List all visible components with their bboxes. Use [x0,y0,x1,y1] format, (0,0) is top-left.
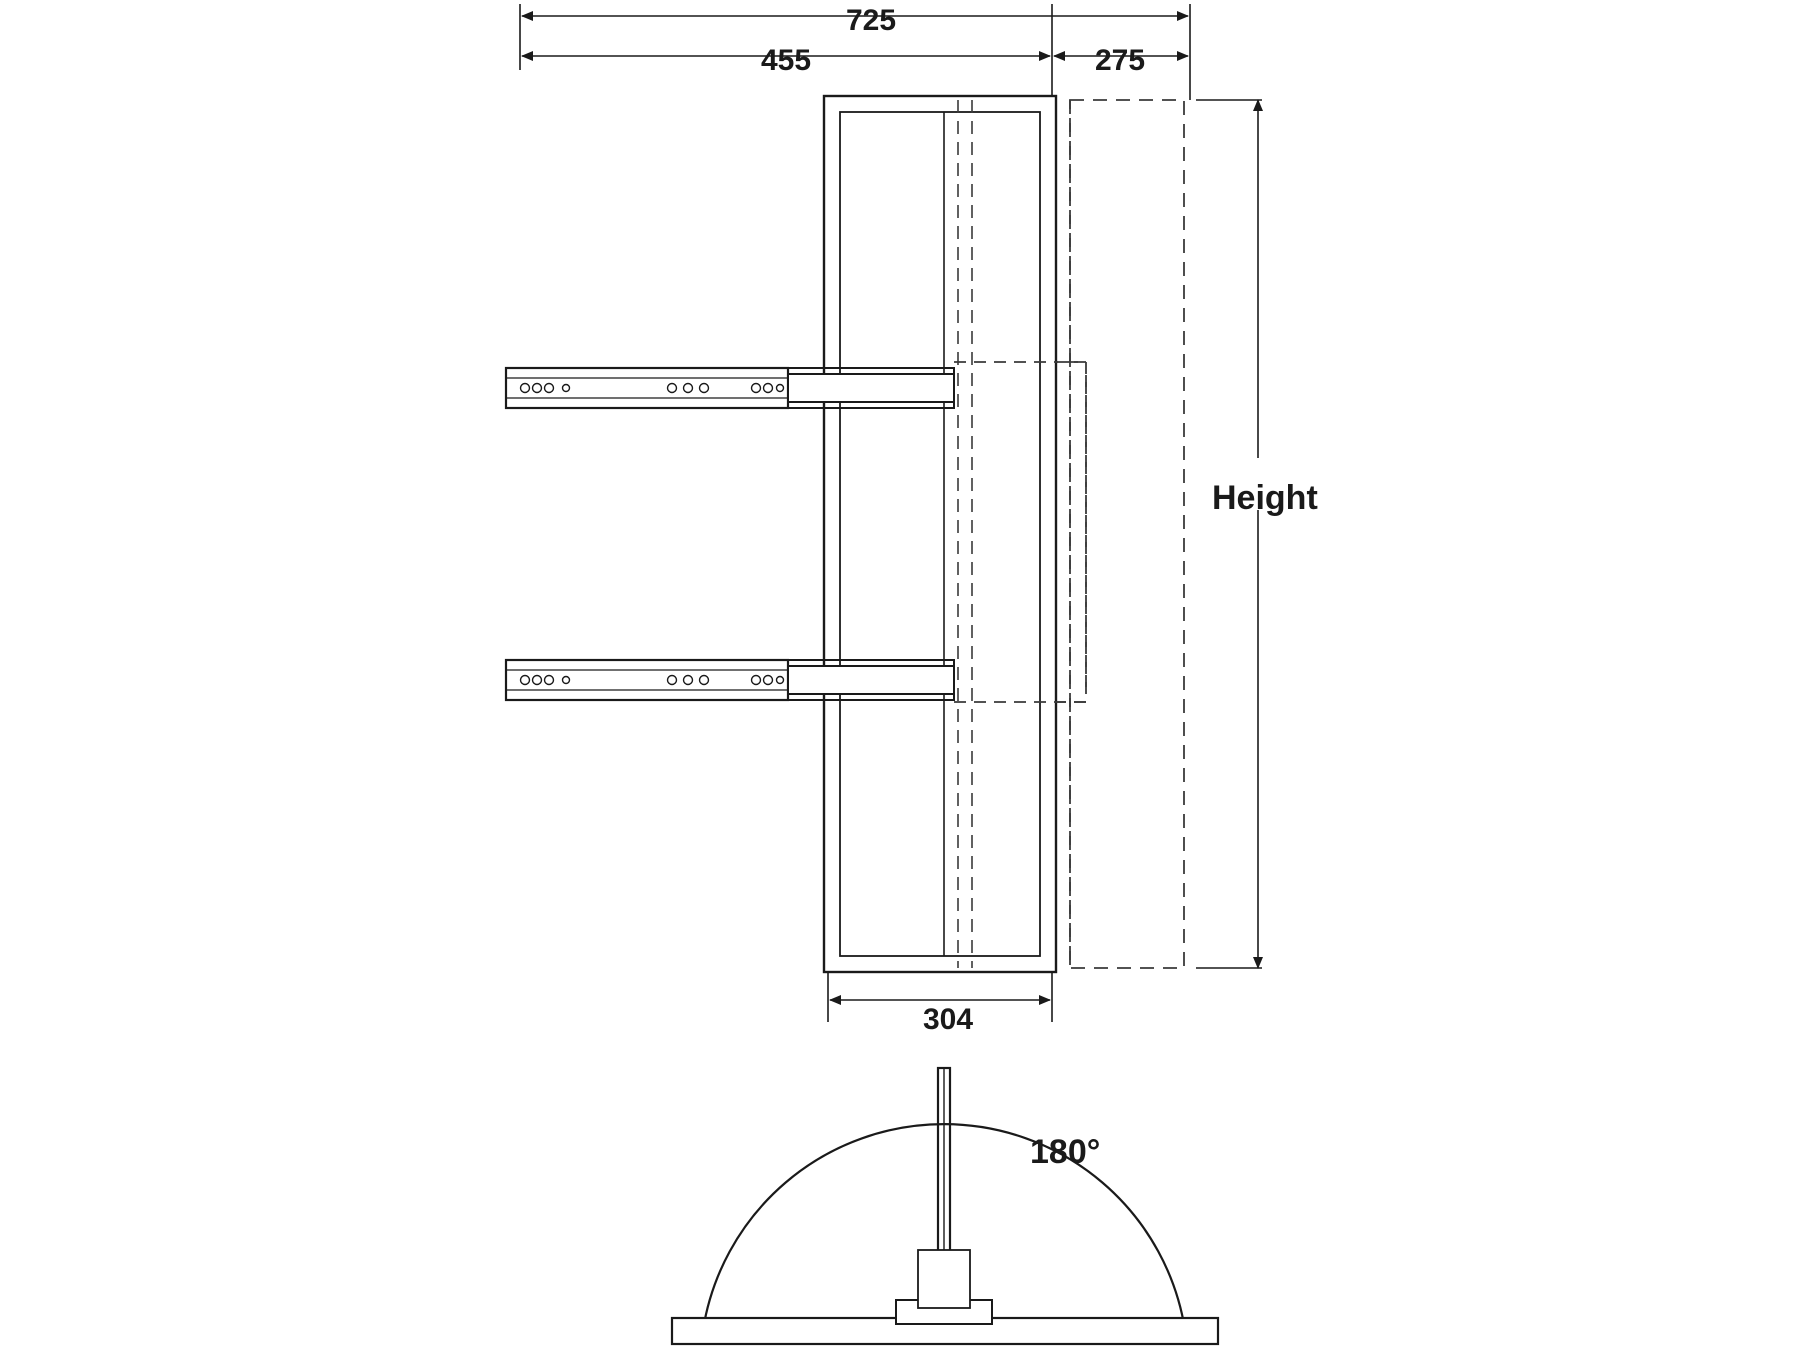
runner-lower-arm [788,666,954,694]
frame-body [824,96,1056,972]
dashed-door-panel [1070,100,1184,968]
dimension-label-180deg: 180° [1030,1132,1101,1171]
dimension-label-height: Height [1212,478,1318,517]
base-bracket [918,1250,970,1308]
runner-lower-body [506,660,788,700]
dimension-label-304: 304 [922,1002,974,1036]
slide-runner-upper [506,368,954,408]
runner-upper-body [506,368,788,408]
dimension-height [1196,100,1262,968]
frame-inner-rect [840,112,1040,956]
runner-upper-arm [788,374,954,402]
dimension-label-455: 455 [760,43,812,77]
swing-arc-view [672,1068,1218,1344]
dimension-label-275: 275 [1094,43,1146,77]
dimension-label-725: 725 [845,3,897,37]
slide-runner-lower [506,660,954,700]
plan-view [506,2,1318,1036]
extended-position-outline [1070,100,1184,968]
